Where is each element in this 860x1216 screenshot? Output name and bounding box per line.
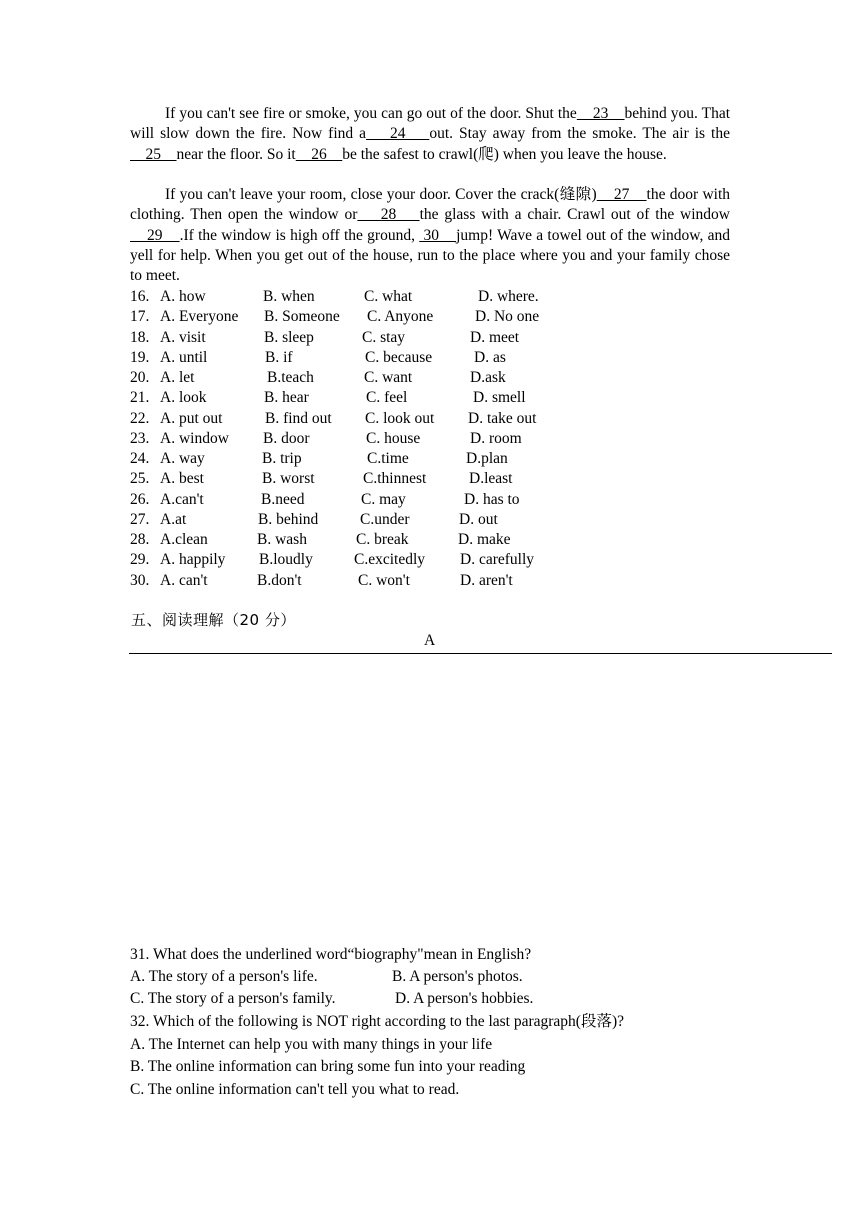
- question-number: 17.: [130, 308, 150, 326]
- option-c: C. because: [365, 348, 433, 366]
- question-32: 32. Which of the following is NOT right according to the last paragraph(段落)?: [130, 1013, 625, 1030]
- option-d: D.ask: [470, 369, 506, 386]
- option-a: A. happily: [160, 551, 226, 569]
- option-d: D. take out: [468, 409, 537, 427]
- option-b: B. worst: [262, 470, 315, 488]
- text: be the safest to crawl(爬) when you leave the house.: [342, 145, 667, 163]
- question-31-options-row-1: [130, 966, 770, 989]
- option-d: D. meet: [470, 328, 520, 346]
- option-c: C. feel: [366, 389, 408, 407]
- option-row-17: [130, 307, 730, 327]
- text: out. Stay away from the smoke. The air is the: [429, 125, 730, 143]
- option-a: A. window: [160, 429, 229, 447]
- option-b: B. trip: [262, 450, 302, 467]
- text: .If the window is high off the ground,: [179, 226, 415, 244]
- option-row-29: [130, 550, 730, 570]
- question-number: 29.: [130, 551, 150, 569]
- option-b: B. wash: [257, 531, 307, 548]
- option-c: C. break: [356, 531, 409, 548]
- question-32-option-c: C. The online information can't tell you what to read.: [130, 1081, 460, 1098]
- option-d: D. smell: [473, 389, 526, 407]
- option-b: B. A person's photos.: [392, 968, 523, 985]
- option-row-26: [130, 490, 730, 510]
- option-b: B. sleep: [264, 328, 314, 346]
- text: the glass with a chair. Crawl out of the window: [419, 206, 730, 224]
- option-d: D. carefully: [460, 551, 535, 569]
- option-d: D. A person's hobbies.: [395, 990, 534, 1007]
- option-b: B.need: [261, 490, 305, 508]
- option-a: A. Everyone: [160, 308, 239, 326]
- option-row-21: [130, 388, 730, 408]
- option-a: A. how: [160, 288, 206, 305]
- option-a: A. let: [160, 369, 195, 386]
- option-c: C. stay: [362, 328, 406, 346]
- option-d: D. room: [470, 429, 522, 447]
- question-number: 16.: [130, 288, 150, 305]
- option-b: B. Someone: [264, 308, 340, 326]
- option-d: D. aren't: [460, 571, 513, 589]
- option-row-19: [130, 348, 730, 368]
- blank-30: 30: [419, 226, 457, 244]
- question-number: 20.: [130, 369, 150, 386]
- blank-29: 29: [130, 226, 180, 244]
- option-b: B. if: [265, 348, 293, 366]
- text: the door with clothing. Then open the window or: [130, 186, 731, 224]
- option-c: C. want: [364, 369, 413, 386]
- option-b: B. door: [263, 429, 310, 447]
- option-row-22: [130, 409, 730, 429]
- option-row-27: [130, 510, 730, 530]
- option-b: B. hear: [264, 389, 309, 407]
- option-b: B. find out: [265, 409, 332, 427]
- text: If you can't leave your room, close your door. Cover the crack(缝隙): [165, 186, 597, 203]
- blank-25: 25: [130, 145, 177, 163]
- question-31: 31. What does the underlined word“biography"mean in English?: [130, 946, 532, 963]
- blank-28: 28: [357, 206, 420, 224]
- question-32-option-a: A. The Internet can help you with many things in your life: [130, 1036, 493, 1053]
- option-a: A.clean: [160, 531, 208, 548]
- blank-27: 27: [596, 186, 647, 203]
- question-number: 24.: [130, 450, 150, 467]
- option-d: D. where.: [478, 288, 539, 305]
- question-number: 25.: [130, 470, 150, 488]
- option-b: B.teach: [267, 369, 314, 386]
- option-d: D. make: [458, 531, 511, 548]
- option-c: C. won't: [358, 571, 410, 589]
- option-c: C. look out: [365, 409, 435, 427]
- option-a: A.can't: [160, 490, 204, 508]
- option-b: B.don't: [257, 571, 302, 589]
- option-c: C.thinnest: [363, 470, 427, 488]
- option-c: C.under: [360, 510, 410, 528]
- section-title: 五、阅读理解（20 分）: [131, 611, 296, 629]
- option-a: A. best: [160, 470, 204, 488]
- option-c: C.time: [367, 450, 409, 467]
- blank-23: 23: [576, 105, 625, 122]
- option-c: C. house: [366, 429, 421, 447]
- blank-26: 26: [295, 145, 343, 163]
- option-row-30: [130, 571, 730, 591]
- option-row-23: [130, 429, 730, 449]
- text: jump! Wave a towel out of the window, and yell for help. When you get out of the house, run to the place where you and your family chose to meet.: [130, 226, 731, 285]
- question-number: 19.: [130, 348, 150, 366]
- option-row-28: [130, 530, 730, 550]
- option-a: A. put out: [160, 409, 223, 427]
- text: near the floor. So it: [176, 145, 296, 163]
- cloze-paragraph-2: [130, 185, 730, 286]
- option-row-24: [130, 449, 730, 469]
- question-31-options-row-2: [130, 988, 770, 1011]
- option-b: B. behind: [258, 510, 319, 528]
- option-c: C. Anyone: [367, 308, 434, 326]
- question-number: 18.: [130, 328, 150, 346]
- option-a: A.at: [160, 510, 187, 528]
- option-c: C.excitedly: [354, 551, 426, 569]
- option-b: B. when: [263, 288, 315, 305]
- divider-line: [129, 653, 832, 654]
- option-a: A. look: [160, 389, 207, 407]
- question-number: 28.: [130, 531, 150, 548]
- option-a: A. The story of a person's life.: [130, 968, 318, 985]
- option-b: B.loudly: [259, 551, 313, 569]
- cloze-options: [130, 287, 730, 591]
- option-row-18: [130, 328, 730, 348]
- option-d: D.least: [469, 470, 513, 488]
- option-a: A. until: [160, 348, 208, 366]
- question-number: 27.: [130, 510, 150, 528]
- question-number: 22.: [130, 409, 150, 427]
- option-d: D. No one: [475, 308, 540, 326]
- text: If you can't see fire or smoke, you can go out of the door. Shut the: [165, 105, 577, 122]
- option-c: C. The story of a person's family.: [130, 990, 336, 1007]
- passage-label: A: [424, 632, 436, 649]
- question-number: 30.: [130, 571, 150, 589]
- question-number: 21.: [130, 389, 150, 407]
- cloze-paragraph-1: [130, 104, 730, 165]
- option-c: C. what: [364, 288, 413, 305]
- question-number: 26.: [130, 490, 150, 508]
- option-row-25: [130, 469, 730, 489]
- text: behind you. That will slow down the fire. Now find a: [130, 105, 730, 143]
- option-a: A. visit: [160, 328, 206, 346]
- option-d: D.plan: [466, 450, 508, 467]
- question-32-option-b: B. The online information can bring some fun into your reading: [130, 1058, 526, 1075]
- option-c: C. may: [361, 490, 406, 508]
- option-row-20: [130, 368, 730, 388]
- blank-24: 24: [366, 125, 430, 143]
- option-d: D. has to: [464, 490, 520, 508]
- option-row-16: [130, 287, 730, 307]
- option-a: A. way: [160, 450, 205, 467]
- question-number: 23.: [130, 429, 150, 447]
- option-d: D. as: [474, 348, 506, 366]
- option-a: A. can't: [160, 571, 208, 589]
- option-d: D. out: [459, 510, 498, 528]
